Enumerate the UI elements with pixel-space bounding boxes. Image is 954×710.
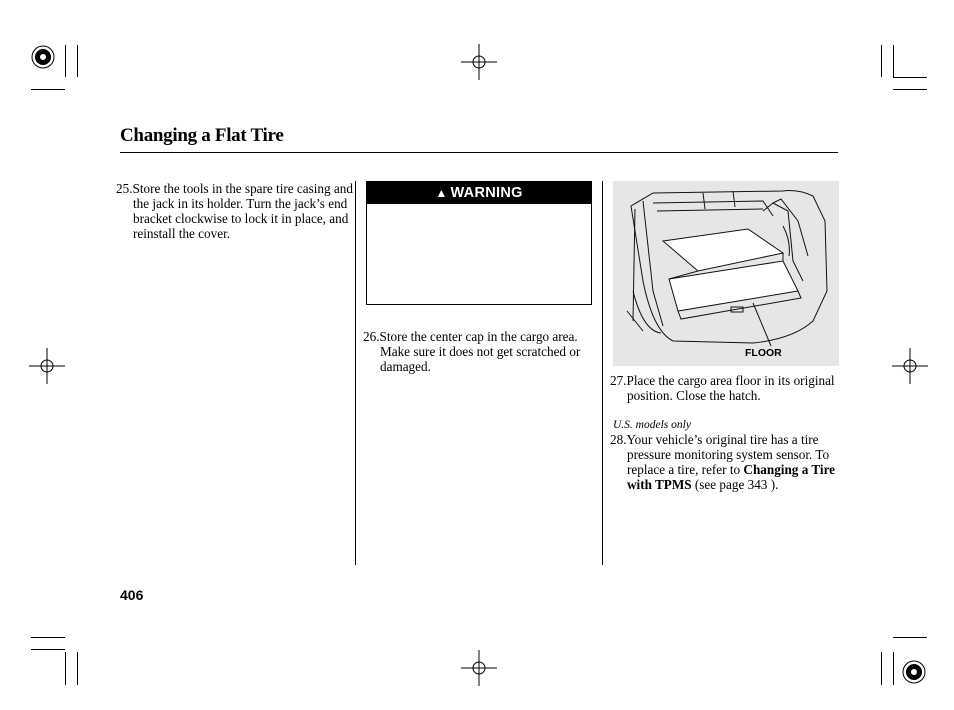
page-title: Changing a Flat Tire — [120, 125, 284, 146]
warning-box — [366, 181, 592, 305]
crosshair-icon — [461, 650, 497, 686]
warning-header — [367, 182, 591, 204]
step-27 — [610, 373, 859, 403]
warning-triangle-icon: ▲ — [435, 186, 448, 200]
step-text: Store the center cap in the cargo area. Make sure it does not get scratched or damaged. — [379, 329, 581, 374]
warning-label: WARNING — [450, 185, 523, 201]
step-text: (see page 343 ). — [691, 477, 779, 492]
page-number: 406 — [120, 587, 144, 603]
registration-sunburst-icon — [903, 661, 925, 683]
registration-sunburst-icon — [32, 46, 54, 68]
step-text: Your vehicle’s original tire has a tire pressure monitoring system sensor. To replace a tire, refer to — [626, 432, 830, 477]
step-number: 26. — [363, 329, 380, 344]
cargo-floor-illustration — [613, 181, 839, 366]
cross-reference-link[interactable]: Changing a Tire with TPMS — [627, 462, 836, 492]
step-text: Place the cargo area floor in its original position. Close the hatch. — [626, 373, 835, 403]
step-text: Store the tools in the spare tire casing and the jack in its holder. Turn the jack’s end bracket clockwise to lock it in place, and reinstall the cover. — [132, 181, 353, 241]
crosshair-icon — [461, 44, 497, 80]
cargo-area-drawing — [613, 181, 839, 366]
step-number: 28. — [610, 432, 627, 447]
step-28 — [610, 432, 859, 492]
title-rule — [120, 152, 838, 153]
crosshair-icon — [892, 348, 928, 384]
step-25 — [116, 181, 353, 241]
model-note: U.S. models only — [613, 419, 691, 431]
crosshair-icon — [29, 348, 65, 384]
step-number: 27. — [610, 373, 627, 388]
figure-label: FLOOR — [745, 347, 782, 359]
step-number: 25. — [116, 181, 133, 196]
column-divider — [355, 181, 356, 565]
step-26 — [363, 329, 606, 374]
